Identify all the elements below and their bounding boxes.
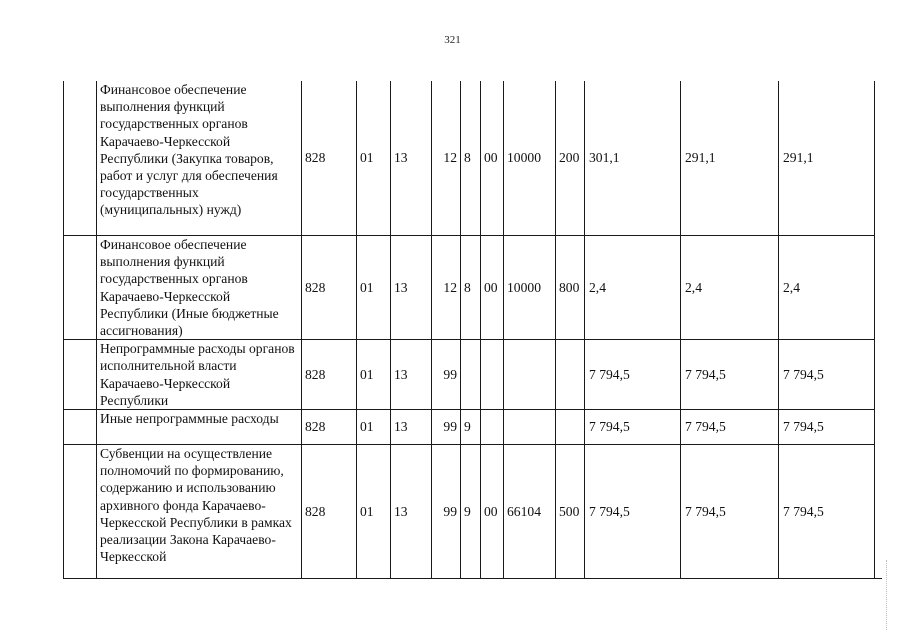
subsection-code-cell: 13	[391, 236, 432, 340]
direction-code-cell	[504, 410, 556, 445]
sum-3-cell: 291,1	[779, 81, 875, 236]
table-row	[64, 340, 875, 410]
direction-code-cell: 66104	[504, 445, 556, 579]
sum-2-cell: 7 794,5	[681, 340, 779, 410]
main-event-code-cell: 00	[481, 236, 504, 340]
expense-type-cell	[556, 340, 585, 410]
sum-2-cell: 291,1	[681, 81, 779, 236]
ministry-code-cell: 828	[302, 81, 357, 236]
subsection-code-cell: 13	[391, 445, 432, 579]
scan-margin-marks	[886, 560, 891, 630]
direction-code-cell: 10000	[504, 236, 556, 340]
description-cell: Финансовое обеспечение выполнения функций государственных органов Карачаево-Черкесской Республики (Иные бюджетные ассигнования)	[97, 236, 302, 340]
section-code-cell: 01	[357, 81, 391, 236]
sum-1-cell: 7 794,5	[585, 445, 681, 579]
description-cell: Финансовое обеспечение выполнения функций государственных органов Карачаево-Черкесской Республики (Закупка товаров, работ и услуг для обеспечения государственных (муниципальных) нужд)	[97, 81, 302, 236]
ministry-code-cell: 828	[302, 340, 357, 410]
index-cell	[64, 81, 97, 236]
main-event-code-cell: 00	[481, 445, 504, 579]
program-code-cell: 99	[432, 410, 461, 445]
page-number: 321	[444, 34, 461, 46]
subsection-code-cell: 13	[391, 81, 432, 236]
main-event-code-cell	[481, 340, 504, 410]
section-code-cell: 01	[357, 410, 391, 445]
main-event-code-cell	[481, 410, 504, 445]
sum-3-cell: 7 794,5	[779, 340, 875, 410]
ministry-code-cell: 828	[302, 410, 357, 445]
subprogram-code-cell: 9	[461, 410, 481, 445]
budget-table	[63, 81, 875, 578]
program-code-cell: 99	[432, 445, 461, 579]
index-cell	[64, 445, 97, 579]
description-cell: Непрограммные расходы органов исполнительной власти Карачаево-Черкесской Республики	[97, 340, 302, 410]
direction-code-cell: 10000	[504, 81, 556, 236]
expense-type-cell: 200	[556, 81, 585, 236]
description-cell: Субвенции на осуществление полномочий по формированию, содержанию и использованию архивного фонда Карачаево-Черкесской Республики в рамках реализации Закона Карачаево-Черкесской	[97, 445, 302, 579]
direction-code-cell	[504, 340, 556, 410]
sum-2-cell: 2,4	[681, 236, 779, 340]
expense-type-cell: 500	[556, 445, 585, 579]
sum-2-cell: 7 794,5	[681, 445, 779, 579]
sum-2-cell: 7 794,5	[681, 410, 779, 445]
table-row	[64, 410, 875, 445]
subprogram-code-cell	[461, 340, 481, 410]
expense-type-cell	[556, 410, 585, 445]
index-cell	[64, 340, 97, 410]
subprogram-code-cell: 9	[461, 445, 481, 579]
index-cell	[64, 410, 97, 445]
section-code-cell: 01	[357, 445, 391, 579]
sum-3-cell: 7 794,5	[779, 410, 875, 445]
subprogram-code-cell: 8	[461, 81, 481, 236]
section-code-cell: 01	[357, 236, 391, 340]
ministry-code-cell: 828	[302, 236, 357, 340]
sum-1-cell: 7 794,5	[585, 410, 681, 445]
main-event-code-cell: 00	[481, 81, 504, 236]
subprogram-code-cell: 8	[461, 236, 481, 340]
sum-3-cell: 2,4	[779, 236, 875, 340]
subsection-code-cell: 13	[391, 410, 432, 445]
description-cell: Иные непрограммные расходы	[97, 410, 302, 445]
sum-1-cell: 2,4	[585, 236, 681, 340]
sum-1-cell: 7 794,5	[585, 340, 681, 410]
sum-3-cell: 7 794,5	[779, 445, 875, 579]
table-row	[64, 236, 875, 340]
sum-1-cell: 301,1	[585, 81, 681, 236]
index-cell	[64, 236, 97, 340]
table-bottom-border	[63, 578, 882, 579]
subsection-code-cell: 13	[391, 340, 432, 410]
program-code-cell: 12	[432, 81, 461, 236]
ministry-code-cell: 828	[302, 445, 357, 579]
section-code-cell: 01	[357, 340, 391, 410]
expense-type-cell: 800	[556, 236, 585, 340]
table-row	[64, 81, 875, 236]
table-row	[64, 445, 875, 579]
program-code-cell: 12	[432, 236, 461, 340]
program-code-cell: 99	[432, 340, 461, 410]
